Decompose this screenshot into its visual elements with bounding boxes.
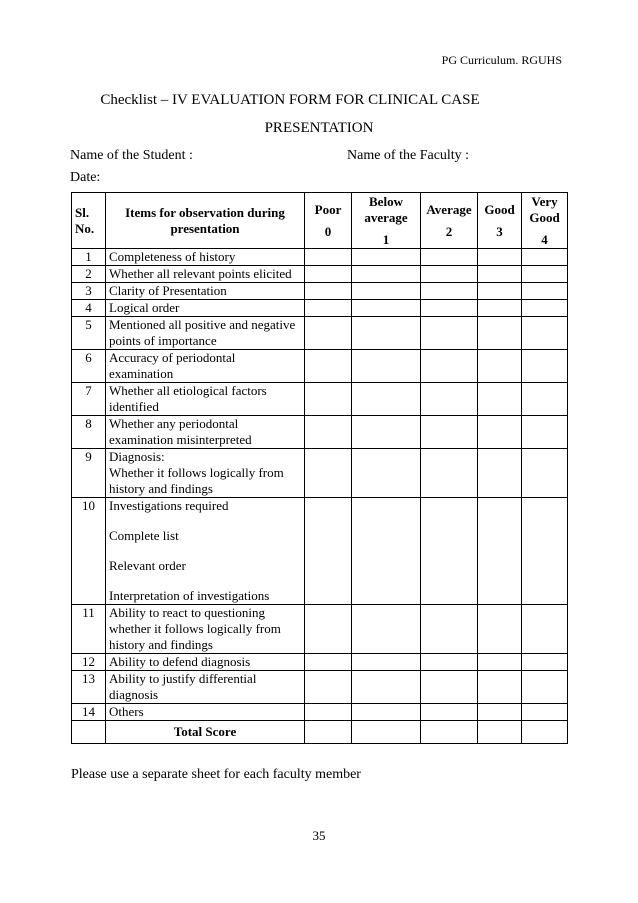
score-cell[interactable] bbox=[352, 416, 421, 449]
score-cell[interactable] bbox=[522, 416, 568, 449]
score-cell[interactable] bbox=[352, 605, 421, 654]
score-cell[interactable] bbox=[522, 498, 568, 605]
table-row bbox=[72, 605, 568, 654]
score-cell[interactable] bbox=[305, 249, 352, 266]
score-cell[interactable] bbox=[421, 704, 478, 721]
score-cell[interactable] bbox=[522, 383, 568, 416]
score-cell[interactable] bbox=[522, 317, 568, 350]
score-cell[interactable] bbox=[478, 449, 522, 498]
row-number: 7 bbox=[72, 383, 106, 416]
row-number: 8 bbox=[72, 416, 106, 449]
score-cell[interactable] bbox=[478, 317, 522, 350]
score-cell[interactable] bbox=[352, 721, 421, 744]
score-cell[interactable] bbox=[305, 721, 352, 744]
row-item-text bbox=[106, 350, 305, 383]
score-cell[interactable] bbox=[522, 721, 568, 744]
row-number: 1 bbox=[72, 249, 106, 266]
row-number: 2 bbox=[72, 266, 106, 283]
row-number: 6 bbox=[72, 350, 106, 383]
item-main-text: Others bbox=[109, 704, 144, 719]
row-number: 14 bbox=[72, 704, 106, 721]
item-main-text: Ability to defend diagnosis bbox=[109, 654, 251, 669]
score-cell[interactable] bbox=[305, 416, 352, 449]
score-cell[interactable] bbox=[352, 300, 421, 317]
score-cell[interactable] bbox=[352, 249, 421, 266]
table-row bbox=[72, 266, 568, 283]
score-cell[interactable] bbox=[478, 721, 522, 744]
score-cell[interactable] bbox=[522, 654, 568, 671]
table-row bbox=[72, 654, 568, 671]
score-cell[interactable] bbox=[522, 283, 568, 300]
item-main-text: Investigations required bbox=[109, 498, 229, 513]
row-number: 3 bbox=[72, 283, 106, 300]
score-cell[interactable] bbox=[522, 249, 568, 266]
row-item-text bbox=[106, 704, 305, 721]
item-main-text: Whether any periodontal examination misinterpreted bbox=[109, 416, 252, 447]
score-cell[interactable] bbox=[421, 283, 478, 300]
column-header-score: Good 3 bbox=[478, 193, 522, 249]
student-name-field: Name of the Student : bbox=[70, 148, 193, 163]
score-cell[interactable] bbox=[421, 266, 478, 283]
row-number: 12 bbox=[72, 654, 106, 671]
score-cell[interactable] bbox=[305, 317, 352, 350]
score-cell[interactable] bbox=[421, 605, 478, 654]
score-cell[interactable] bbox=[352, 654, 421, 671]
column-header-score: Poor 0 bbox=[305, 193, 352, 249]
score-cell[interactable] bbox=[478, 416, 522, 449]
checklist-table bbox=[71, 192, 568, 744]
table-row bbox=[72, 300, 568, 317]
score-cell[interactable] bbox=[522, 605, 568, 654]
score-cell[interactable] bbox=[305, 300, 352, 317]
item-sub-text: Complete list bbox=[109, 528, 179, 543]
score-cell[interactable] bbox=[421, 498, 478, 605]
table-row bbox=[72, 350, 568, 383]
score-cell[interactable] bbox=[478, 605, 522, 654]
score-cell[interactable] bbox=[352, 449, 421, 498]
score-cell[interactable] bbox=[352, 283, 421, 300]
table-row bbox=[72, 449, 568, 498]
score-cell[interactable] bbox=[421, 249, 478, 266]
total-score-label: Total Score bbox=[106, 721, 305, 744]
item-main-text: Diagnosis: bbox=[109, 449, 165, 464]
column-header-sl: Sl. No. bbox=[72, 193, 106, 249]
table-header-row bbox=[72, 193, 568, 249]
score-cell[interactable] bbox=[352, 317, 421, 350]
faculty-name-field: Name of the Faculty : bbox=[347, 148, 470, 163]
table-row bbox=[72, 671, 568, 704]
item-main-text: Ability to justify differential diagnosis bbox=[109, 671, 257, 702]
form-title-line1: Checklist – IV EVALUATION FORM FOR CLINICAL CASE bbox=[100, 92, 480, 108]
table-row bbox=[72, 416, 568, 449]
score-cell[interactable] bbox=[421, 416, 478, 449]
item-main-text: Whether all relevant points elicited bbox=[109, 266, 292, 281]
row-number: 5 bbox=[72, 317, 106, 350]
item-main-text: Whether all etiological factors identified bbox=[109, 383, 267, 414]
column-header-items: Items for observation during presentation bbox=[106, 193, 305, 249]
score-cell[interactable] bbox=[305, 671, 352, 704]
score-cell[interactable] bbox=[478, 283, 522, 300]
score-cell[interactable] bbox=[421, 721, 478, 744]
row-item-text bbox=[106, 498, 305, 605]
table-row bbox=[72, 283, 568, 300]
score-cell[interactable] bbox=[305, 350, 352, 383]
item-main-text: Mentioned all positive and negative points of importance bbox=[109, 317, 296, 348]
row-item-text bbox=[106, 249, 305, 266]
score-cell[interactable] bbox=[421, 317, 478, 350]
form-title-line2: PRESENTATION bbox=[264, 120, 374, 136]
score-cell[interactable] bbox=[478, 654, 522, 671]
table-row bbox=[72, 383, 568, 416]
row-number: 10 bbox=[72, 498, 106, 605]
score-cell[interactable] bbox=[478, 266, 522, 283]
score-cell[interactable] bbox=[522, 449, 568, 498]
score-cell[interactable] bbox=[352, 704, 421, 721]
row-number: 4 bbox=[72, 300, 106, 317]
item-main-text: Completeness of history bbox=[109, 249, 236, 264]
score-cell[interactable] bbox=[305, 605, 352, 654]
page-number: 35 bbox=[312, 828, 326, 843]
score-cell[interactable] bbox=[352, 498, 421, 605]
item-main-text: Logical order bbox=[109, 300, 180, 315]
date-field: Date: bbox=[70, 170, 101, 185]
row-item-text bbox=[106, 654, 305, 671]
total-blank-cell bbox=[72, 721, 106, 744]
item-main-text: Accuracy of periodontal examination bbox=[109, 350, 236, 381]
table-row bbox=[72, 704, 568, 721]
row-item-text bbox=[106, 605, 305, 654]
score-cell[interactable] bbox=[305, 383, 352, 416]
score-cell[interactable] bbox=[522, 266, 568, 283]
column-header-score: Very Good 4 bbox=[522, 193, 568, 249]
total-score-row bbox=[72, 721, 568, 744]
row-number: 11 bbox=[72, 605, 106, 654]
item-main-text: Ability to react to questioning whether it follows logically from history and findings bbox=[109, 605, 281, 652]
score-cell[interactable] bbox=[522, 300, 568, 317]
score-cell[interactable] bbox=[522, 350, 568, 383]
score-cell[interactable] bbox=[352, 671, 421, 704]
score-cell[interactable] bbox=[305, 283, 352, 300]
score-cell[interactable] bbox=[352, 383, 421, 416]
score-cell[interactable] bbox=[522, 704, 568, 721]
score-cell[interactable] bbox=[305, 266, 352, 283]
footer-note: Please use a separate sheet for each faculty member bbox=[71, 767, 361, 782]
row-number: 9 bbox=[72, 449, 106, 498]
row-item-text bbox=[106, 383, 305, 416]
row-item-text bbox=[106, 317, 305, 350]
score-cell[interactable] bbox=[478, 300, 522, 317]
row-item-text bbox=[106, 266, 305, 283]
score-cell[interactable] bbox=[305, 449, 352, 498]
column-header-score: Below average 1 bbox=[352, 193, 421, 249]
item-main-text: Clarity of Presentation bbox=[109, 283, 227, 298]
row-item-text bbox=[106, 671, 305, 704]
row-item-text bbox=[106, 300, 305, 317]
score-cell[interactable] bbox=[421, 654, 478, 671]
item-sub-text: Interpretation of investigations bbox=[109, 588, 270, 603]
score-cell[interactable] bbox=[478, 671, 522, 704]
running-head: PG Curriculum. RGUHS bbox=[441, 53, 562, 67]
score-cell[interactable] bbox=[421, 671, 478, 704]
score-cell[interactable] bbox=[478, 383, 522, 416]
score-cell[interactable] bbox=[352, 266, 421, 283]
score-cell[interactable] bbox=[522, 671, 568, 704]
table-row bbox=[72, 249, 568, 266]
score-cell[interactable] bbox=[478, 350, 522, 383]
score-cell[interactable] bbox=[421, 383, 478, 416]
score-cell[interactable] bbox=[421, 350, 478, 383]
score-cell[interactable] bbox=[305, 654, 352, 671]
score-cell[interactable] bbox=[421, 300, 478, 317]
column-header-score: Average 2 bbox=[421, 193, 478, 249]
score-cell[interactable] bbox=[478, 704, 522, 721]
row-item-text bbox=[106, 283, 305, 300]
row-item-text bbox=[106, 449, 305, 498]
table-row bbox=[72, 498, 568, 605]
score-cell[interactable] bbox=[305, 704, 352, 721]
score-cell[interactable] bbox=[305, 498, 352, 605]
score-cell[interactable] bbox=[352, 350, 421, 383]
item-sub-text: Relevant order bbox=[109, 558, 186, 573]
row-item-text bbox=[106, 416, 305, 449]
row-number: 13 bbox=[72, 671, 106, 704]
score-cell[interactable] bbox=[478, 498, 522, 605]
score-cell[interactable] bbox=[478, 249, 522, 266]
score-cell[interactable] bbox=[421, 449, 478, 498]
item-sub-text: Whether it follows logically from history and findings bbox=[109, 465, 284, 496]
table-row bbox=[72, 317, 568, 350]
